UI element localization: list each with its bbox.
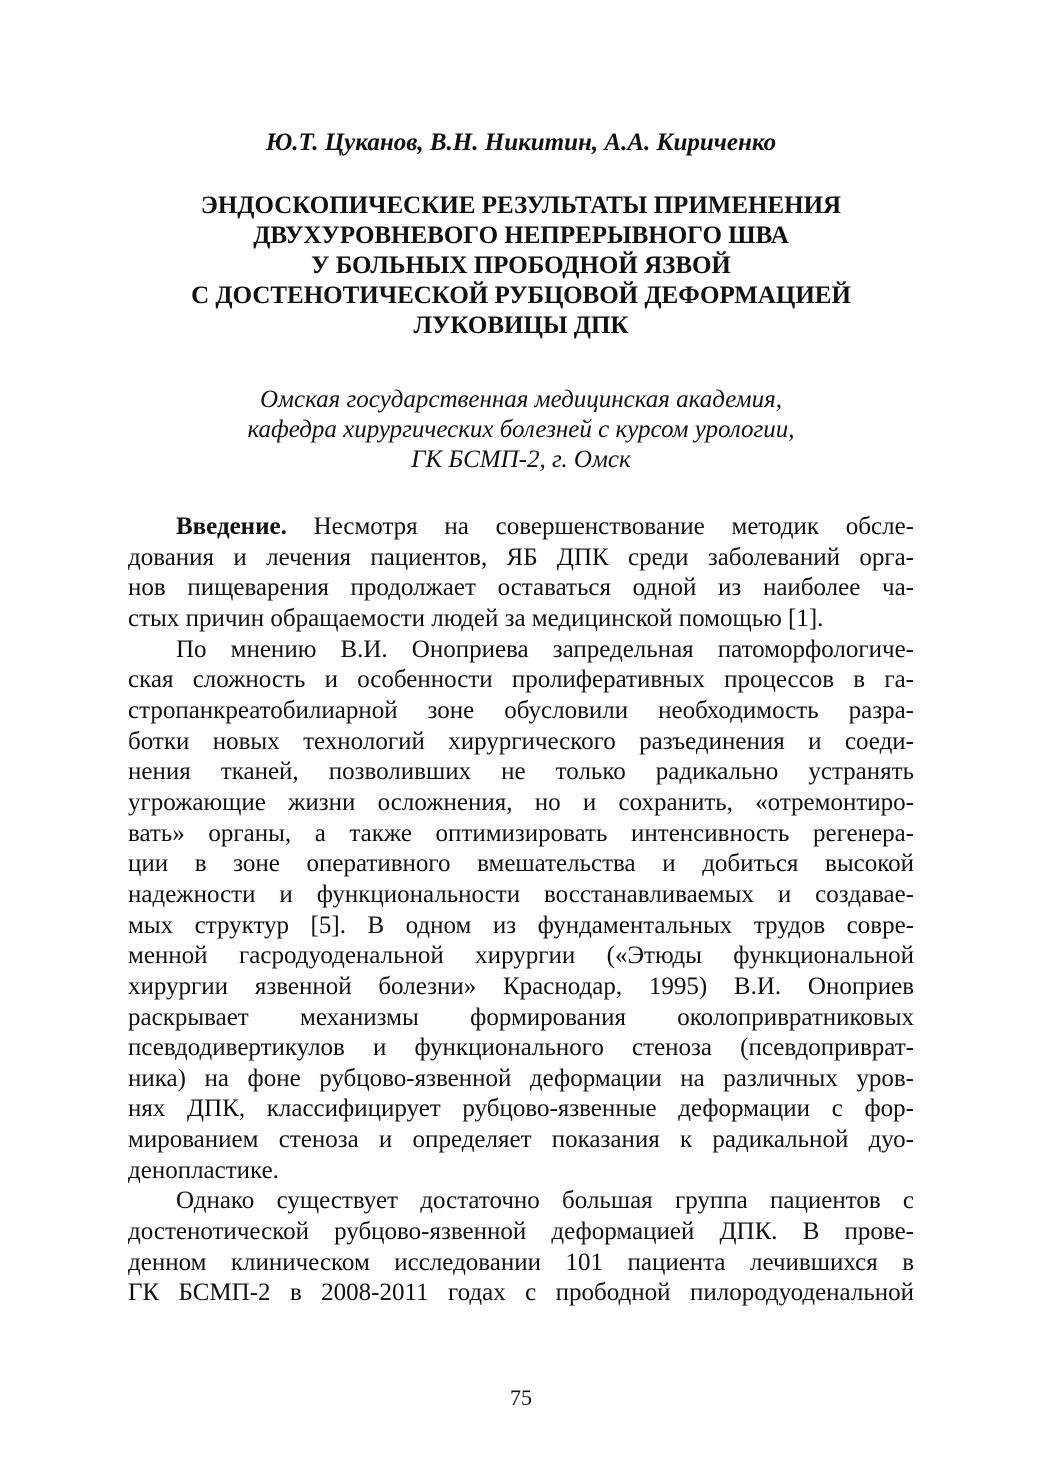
article-authors: Ю.Т. Цуканов, В.Н. Никитин, А.А. Кириченко: [265, 129, 777, 156]
text-line: менной гасродуоденальной хирургии («Этюды функциональной: [128, 942, 914, 970]
article-title: [128, 191, 914, 341]
text-line: вать» органы, а также оптимизировать интенсивность регенера-: [128, 819, 914, 847]
text-line: достенотической рубцово-язвенной деформацией ДПК. В прове-: [128, 1218, 914, 1246]
affiliation-line: кафедра хирургических болезней с курсом урологии,: [247, 416, 795, 443]
paragraph-introduction: [128, 512, 914, 635]
text-line: стых причин обращаемости людей за медицинской помощью [1].: [128, 604, 824, 632]
title-line: С ДОСТЕНОТИЧЕСКОЙ РУБЦОВОЙ ДЕФОРМАЦИЕЙ: [191, 282, 851, 309]
text-line: Однако существует достаточно большая группа пациентов с: [176, 1187, 914, 1215]
text-line: ника) на фоне рубцово-язвенной деформации на различных уров-: [128, 1064, 914, 1092]
text-line: угрожающие жизни осложнения, но и сохранить, «отремонтиро-: [128, 788, 914, 816]
text-line: ботки новых технологий хирургического разъединения и соеди-: [128, 727, 914, 755]
title-line: У БОЛЬНЫХ ПРОБОДНОЙ ЯЗВОЙ: [311, 252, 731, 279]
text-line: По мнению В.И. Оноприева запредельная патоморфологиче-: [176, 635, 914, 663]
text-line: денопластике.: [128, 1156, 279, 1184]
text-line-content: Несмотря на совершенствование методик обсле-: [286, 513, 914, 540]
text-line: нов пищеварения продолжает оставаться одной из наиболее ча-: [128, 574, 914, 602]
text-line: нях ДПК, классифицирует рубцово-язвенные деформации с фор-: [128, 1095, 914, 1123]
affiliation-line: Омская государственная медицинская академия,: [259, 386, 782, 413]
section-lead: Введение.: [176, 513, 287, 540]
text-line: [128, 512, 914, 543]
text-line: псевдодивертикулов и функционального стеноза (псевдоприврат-: [128, 1034, 914, 1062]
text-line: хирургии язвенной болезни» Краснодар, 1995) В.И. Оноприев: [128, 972, 914, 1000]
paragraph-study: [128, 1186, 914, 1309]
title-line: ЛУКОВИЦЫ ДПК: [413, 312, 629, 339]
text-line: ГК БСМП-2 в 2008-2011 годах с прободной пилородуоденальной: [128, 1279, 914, 1307]
article-affiliation: [128, 385, 914, 475]
text-line: ции в зоне оперативного вмешательства и добиться высокой: [128, 850, 914, 878]
affiliation-line: ГК БСМП-2, г. Омск: [411, 446, 631, 473]
article-body: [128, 512, 914, 1309]
paragraph-onopriev: [128, 635, 914, 1187]
title-line: ЭНДОСКОПИЧЕСКИЕ РЕЗУЛЬТАТЫ ПРИМЕНЕНИЯ: [200, 192, 842, 219]
text-line: стропанкреатобилиарной зоне обусловили необходимость разра-: [128, 696, 914, 724]
text-line: надежности и функциональности восстанавливаемых и создавае-: [128, 880, 914, 908]
document-page: [128, 0, 914, 1471]
page-number: 75: [510, 1385, 532, 1410]
text-line: нения тканей, позволивших не только радикально устранять: [128, 758, 914, 786]
text-line: мых структур [5]. В одном из фундаментальных трудов совре-: [128, 911, 914, 939]
text-line: денном клиническом исследовании 101 пациента лечившихся в: [128, 1248, 914, 1276]
text-line: ская сложность и особенности пролиферативных процессов в га-: [128, 666, 914, 694]
text-line: раскрывает механизмы формирования околопривратниковых: [128, 1003, 914, 1031]
text-line: дования и лечения пациентов, ЯБ ДПК среди заболеваний орга-: [128, 543, 914, 571]
text-line: мированием стеноза и определяет показания к радикальной дуо-: [128, 1126, 914, 1154]
title-line: ДВУХУРОВНЕВОГО НЕПРЕРЫВНОГО ШВА: [253, 222, 789, 249]
